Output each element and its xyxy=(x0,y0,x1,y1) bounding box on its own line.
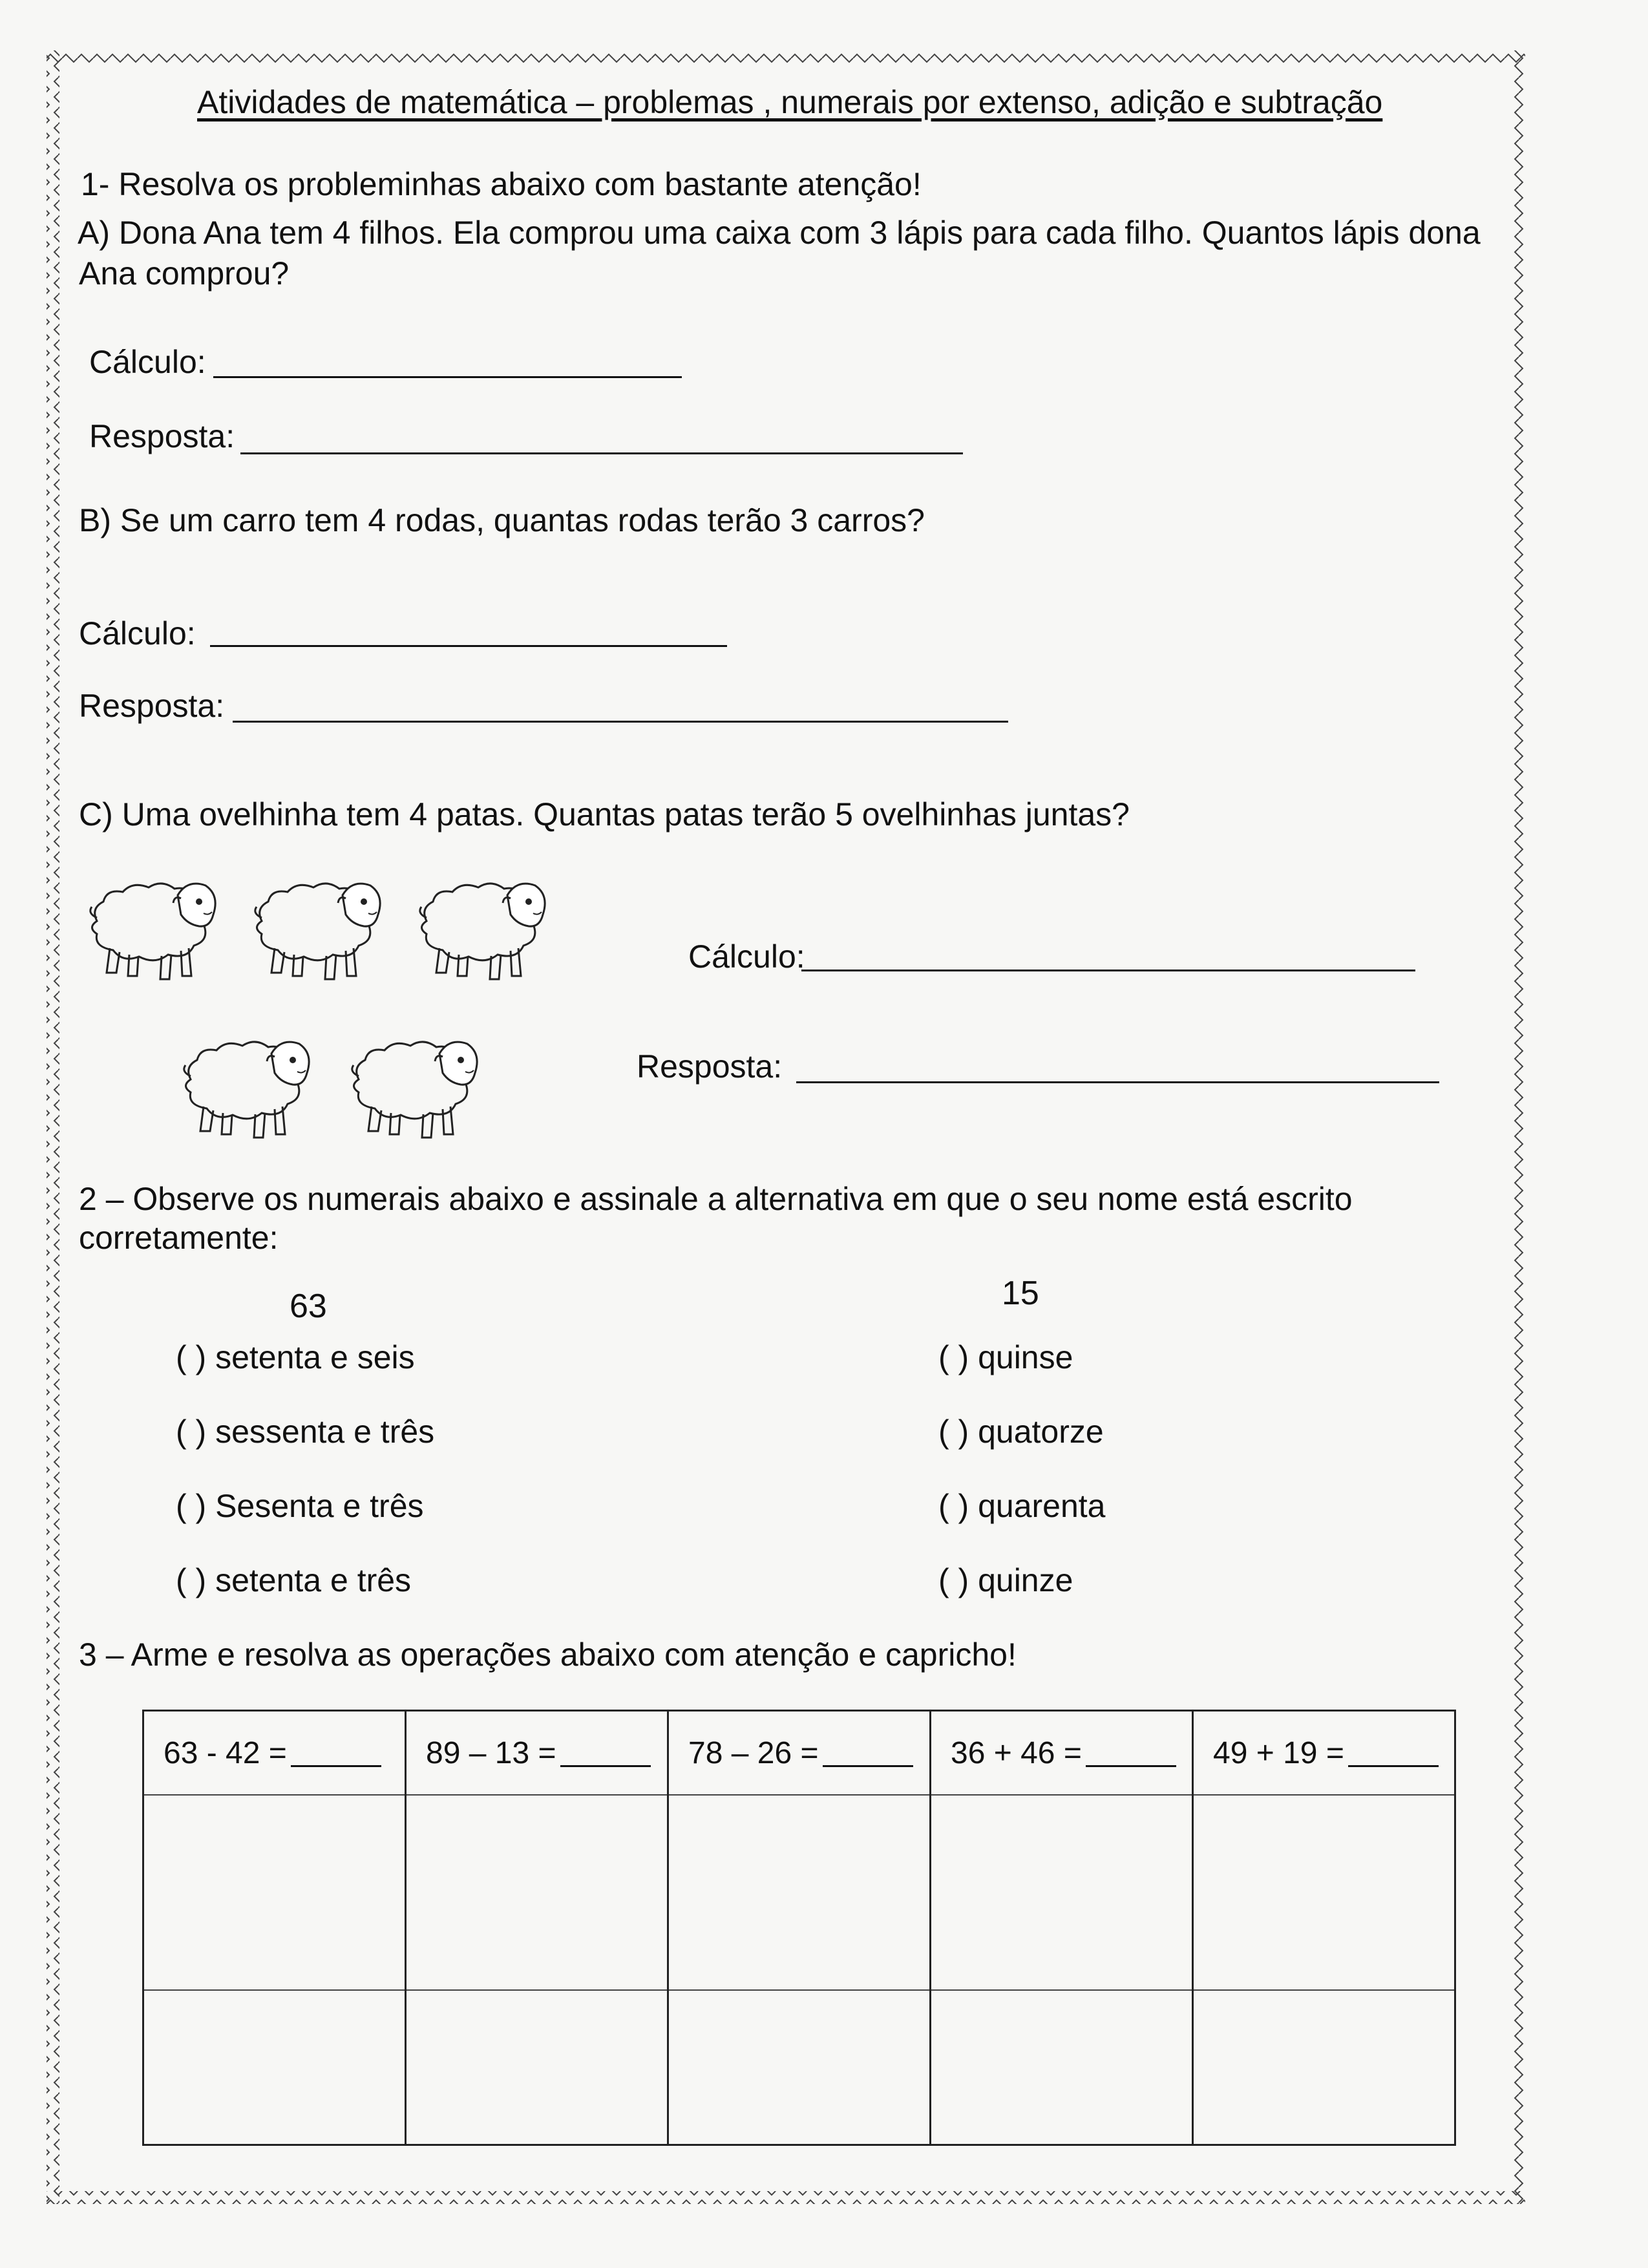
problem-a-answer-line[interactable] xyxy=(240,452,963,454)
section2-heading-line2: corretamente: xyxy=(79,1220,279,1256)
problem-c-calc-line[interactable] xyxy=(801,970,1415,971)
problem-b-calc-line[interactable] xyxy=(210,645,727,647)
sheep-icon xyxy=(84,876,226,989)
operation-label: 78 – 26 = xyxy=(688,1735,819,1770)
option-15-2[interactable]: ( ) quatorze xyxy=(938,1414,1104,1450)
option-15-1[interactable]: ( ) quinse xyxy=(938,1339,1073,1375)
problem-c-text: C) Uma ovelhinha tem 4 patas. Quantas patas terão 5 ovelhinhas juntas? xyxy=(79,796,1130,832)
problem-b-text: B) Se um carro tem 4 rodas, quantas rodas terão 3 carros? xyxy=(79,502,925,538)
numeral-15: 15 xyxy=(1002,1275,1039,1312)
option-15-4[interactable]: ( ) quinze xyxy=(938,1562,1073,1598)
option-63-3[interactable]: ( ) Sesenta e três xyxy=(176,1488,424,1524)
operation-cell[interactable] xyxy=(931,1712,1194,2144)
problem-a-text-line1: A) Dona Ana tem 4 filhos. Ela comprou uma caixa com 3 lápis para cada filho. Quantos lápis dona xyxy=(78,215,1481,251)
problem-a-calc-label: Cálculo: xyxy=(89,344,206,380)
section1-heading: 1- Resolva os probleminhas abaixo com bastante atenção! xyxy=(81,166,922,202)
problem-c-calc-label: Cálculo: xyxy=(688,938,805,975)
operation-label: 63 - 42 = xyxy=(164,1735,287,1770)
section2-heading-line1: 2 – Observe os numerais abaixo e assinale a alternativa em que o seu nome está escrito xyxy=(79,1181,1353,1217)
option-63-4[interactable]: ( ) setenta e três xyxy=(176,1562,412,1598)
answer-blank[interactable] xyxy=(1348,1739,1439,1767)
answer-blank[interactable] xyxy=(823,1739,913,1767)
sheep-icon xyxy=(249,876,391,989)
problem-a-calc-line[interactable] xyxy=(213,376,682,378)
problem-a-text-line2: Ana comprou? xyxy=(79,255,290,291)
problem-b-calc-label: Cálculo: xyxy=(79,615,196,652)
option-63-2[interactable]: ( ) sessenta e três xyxy=(176,1414,435,1450)
sheep-icon xyxy=(414,876,556,989)
problem-b-answer-label: Resposta: xyxy=(79,688,225,724)
operation-cell[interactable] xyxy=(144,1712,407,2144)
problem-b-answer-line[interactable] xyxy=(233,721,1008,723)
answer-blank[interactable] xyxy=(560,1739,651,1767)
answer-blank[interactable] xyxy=(291,1739,381,1767)
page-title: Atividades de matemática – problemas , numerais por extenso, adição e subtração xyxy=(197,84,1383,120)
option-63-1[interactable]: ( ) setenta e seis xyxy=(176,1339,415,1375)
operation-label: 49 + 19 = xyxy=(1213,1735,1344,1770)
numeral-63: 63 xyxy=(290,1288,327,1325)
option-15-3[interactable]: ( ) quarenta xyxy=(938,1488,1106,1524)
sheep-icon xyxy=(178,1034,320,1147)
answer-blank[interactable] xyxy=(1086,1739,1176,1767)
operation-cell[interactable] xyxy=(1194,1712,1454,2144)
problem-c-answer-line[interactable] xyxy=(796,1081,1439,1083)
section3-heading: 3 – Arme e resolva as operações abaixo com atenção e capricho! xyxy=(79,1637,1017,1673)
problem-c-answer-label: Resposta: xyxy=(637,1048,783,1085)
operation-cell[interactable] xyxy=(669,1712,931,2144)
sheep-icon xyxy=(346,1034,488,1147)
operation-cell[interactable] xyxy=(407,1712,669,2144)
operations-table xyxy=(142,1710,1456,2146)
operation-label: 89 – 13 = xyxy=(426,1735,556,1770)
problem-a-answer-label: Resposta: xyxy=(89,418,235,454)
operation-label: 36 + 46 = xyxy=(951,1735,1082,1770)
